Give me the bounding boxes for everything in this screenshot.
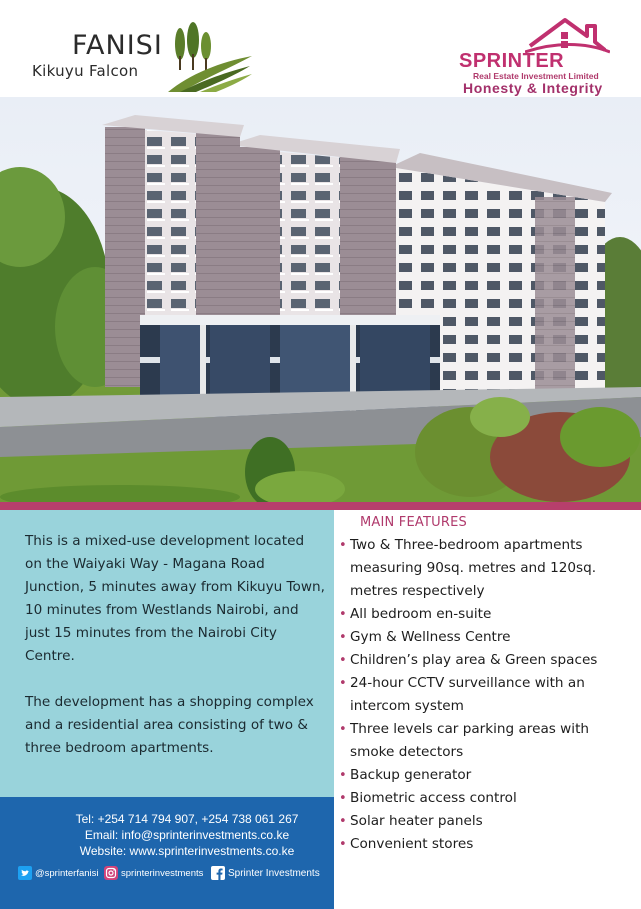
company-tagline: Honesty & Integrity	[463, 80, 603, 96]
instagram-handle: sprinterinvestments	[121, 867, 204, 879]
contact-website[interactable]: Website: www.sprinterinvestments.co.ke	[79, 844, 295, 858]
instagram-link[interactable]	[104, 865, 203, 881]
description-paragraph-2: The development has a shopping complex and a residential area consisting of two & three bedroom apartments.	[25, 694, 314, 756]
features-list	[339, 534, 634, 856]
project-name: FANISI	[72, 30, 163, 61]
twitter-handle: @sprinterfanisi	[35, 867, 99, 879]
tree-logo-icon	[160, 22, 255, 94]
instagram-icon	[104, 866, 118, 880]
fanisi-logo	[32, 22, 257, 97]
building-render-image	[0, 97, 641, 502]
header	[0, 0, 641, 97]
description-panel	[0, 510, 334, 797]
feature-item: • Gym & Wellness Centre	[339, 626, 634, 649]
company-full-name: Real Estate Investment Limited	[473, 71, 599, 81]
accent-divider	[0, 502, 641, 510]
contact-email[interactable]: Email: info@sprinterinvestments.co.ke	[84, 828, 290, 842]
project-location: Kikuyu Falcon	[32, 62, 139, 80]
feature-item: • Three levels car parking areas with smoke detectors	[339, 718, 634, 764]
twitter-icon	[18, 866, 32, 880]
description-text	[25, 530, 325, 783]
feature-item: • Convenient stores	[339, 833, 634, 856]
features-panel	[334, 510, 641, 909]
feature-item: • Solar heater panels	[339, 810, 634, 833]
facebook-link[interactable]	[211, 865, 320, 881]
sprinter-logo	[455, 16, 615, 96]
contact-lines	[0, 811, 334, 859]
feature-item: • Children’s play area & Green spaces	[339, 649, 634, 672]
description-paragraph-1: This is a mixed-use development located on the Waiyaki Way - Magana Road Junction, 5 minutes away from Kikuyu Town, 10 minutes from Westlands Nairobi, and just 15 minutes from the Nairobi City Centre.	[25, 533, 325, 664]
feature-item: • All bedroom en-suite	[339, 603, 634, 626]
feature-item: • Two & Three-bedroom apartments measuring 90sq. metres and 120sq. metres respectively	[339, 534, 634, 603]
company-name: SPRINTER	[459, 50, 565, 72]
features-title: MAIN FEATURES	[360, 515, 467, 530]
contact-panel	[0, 797, 334, 909]
facebook-icon	[211, 866, 225, 880]
building-render	[0, 97, 641, 502]
contact-phone[interactable]: Tel: +254 714 794 907, +254 738 061 267	[75, 812, 299, 826]
twitter-link[interactable]	[18, 865, 99, 881]
feature-item: • Backup generator	[339, 764, 634, 787]
feature-item: • 24-hour CCTV surveillance with an intercom system	[339, 672, 634, 718]
feature-item: • Biometric access control	[339, 787, 634, 810]
facebook-page: Sprinter Investments	[228, 867, 320, 879]
